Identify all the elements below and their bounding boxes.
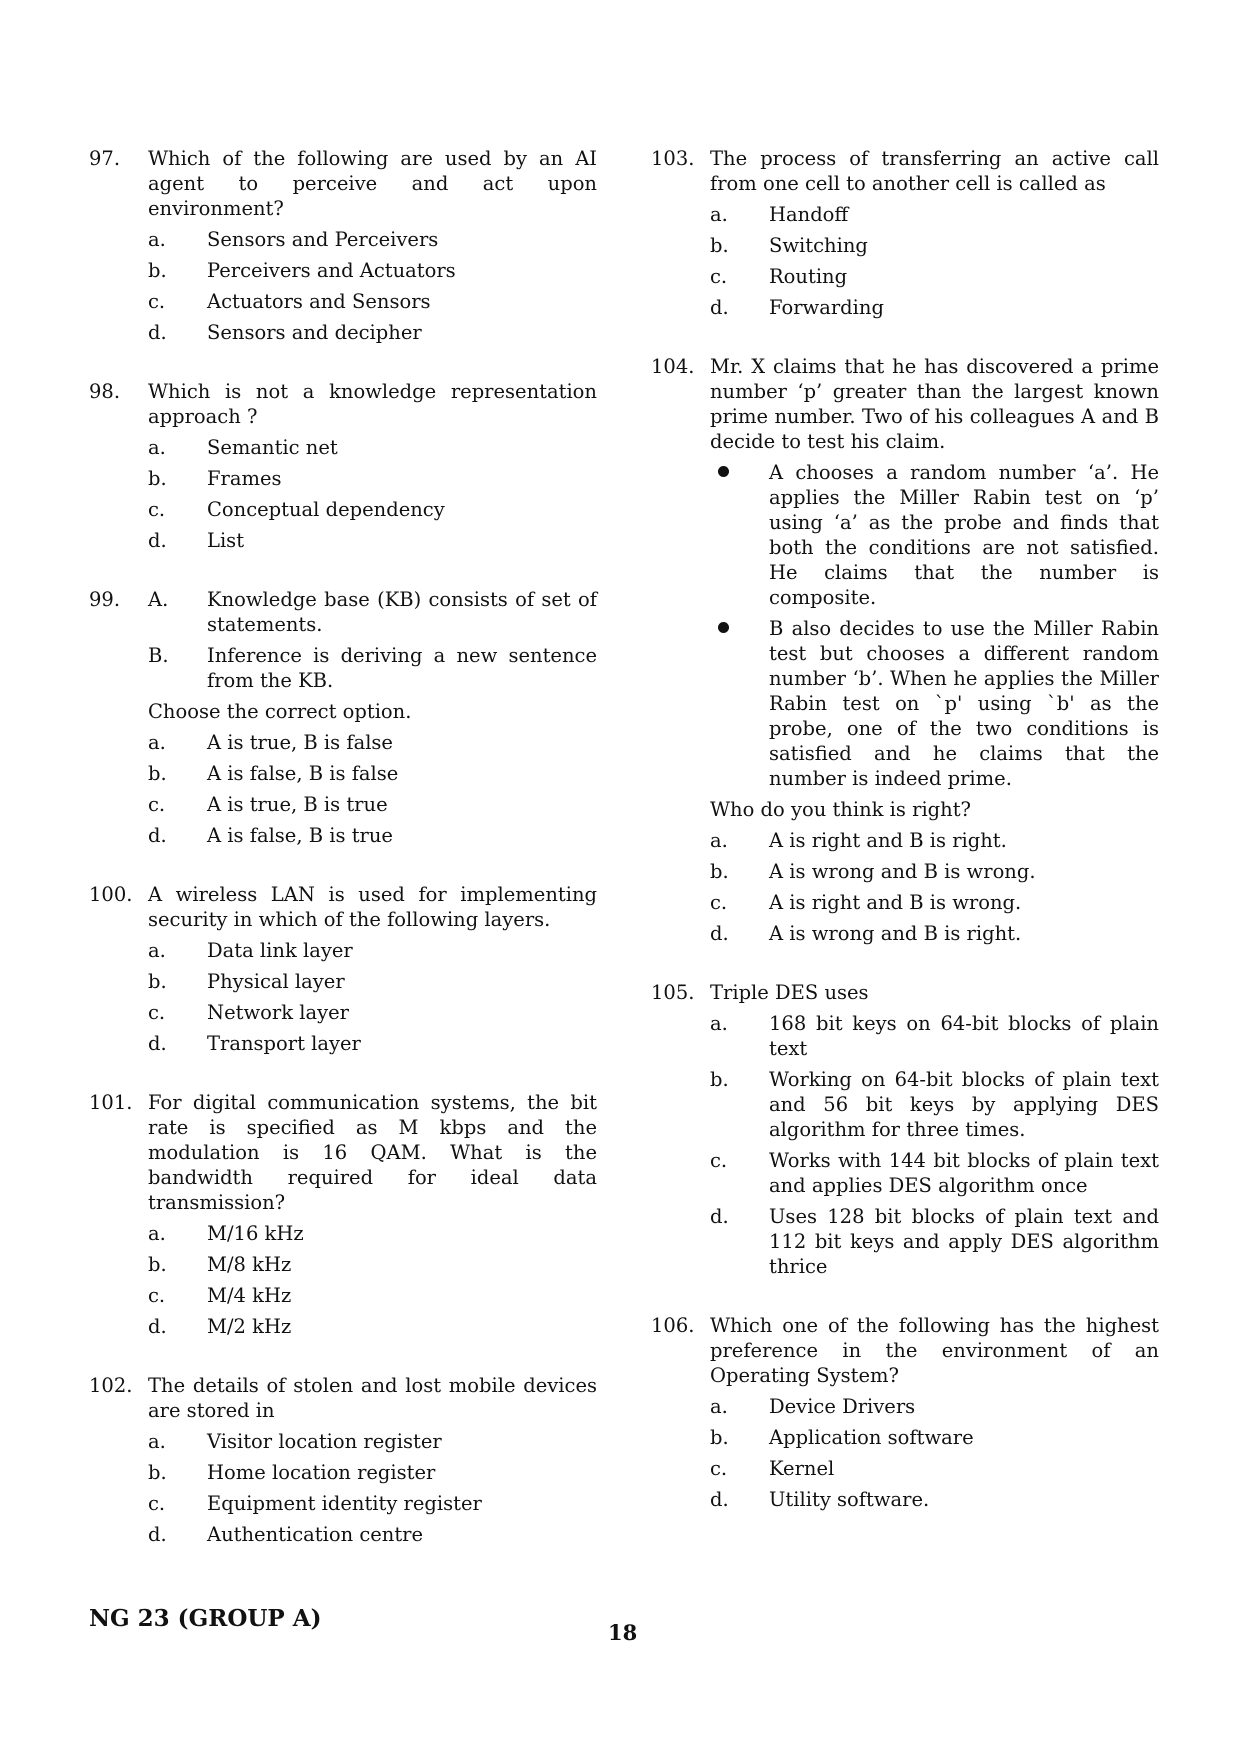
option-item <box>148 497 597 522</box>
option-text: A is false, B is false <box>207 762 399 785</box>
option-label: a. <box>148 939 166 962</box>
question-block <box>651 1313 1159 1512</box>
question-stem-row <box>651 354 1159 454</box>
option-label: c. <box>710 1149 728 1172</box>
option-text: Semantic net <box>207 436 338 459</box>
option-label: a. <box>148 1430 166 1453</box>
option-text: Routing <box>769 265 848 288</box>
option-item <box>710 1394 1159 1419</box>
question-block <box>89 587 597 848</box>
option-label: c. <box>148 1284 166 1307</box>
option-item <box>710 202 1159 227</box>
option-item <box>148 466 597 491</box>
option-label: c. <box>148 290 166 313</box>
option-label: d. <box>710 922 729 945</box>
option-text: Authentication centre <box>207 1523 424 1546</box>
option-item <box>710 890 1159 915</box>
question-stem-row <box>651 146 1159 196</box>
option-text: Application software <box>769 1426 974 1449</box>
bullet-item <box>710 616 1159 791</box>
question-stem: Which one of the following has the highest preference in the environment of an Operating System? <box>710 1314 1159 1387</box>
option-item <box>148 730 597 755</box>
question-block <box>89 1090 597 1339</box>
option-text: Works with 144 bit blocks of plain text and applies DES algorithm once <box>769 1149 1159 1197</box>
question-number: 106. <box>651 1314 695 1337</box>
option-label: d. <box>148 1032 167 1055</box>
option-label: b. <box>148 1461 167 1484</box>
option-item <box>710 1456 1159 1481</box>
option-list <box>710 1011 1159 1279</box>
option-item <box>148 1460 597 1485</box>
question-stem: A wireless LAN is used for implementing security in which of the following layers. <box>148 883 597 931</box>
question-stem-row <box>89 882 597 932</box>
option-text: Transport layer <box>207 1032 361 1055</box>
option-item <box>148 1221 597 1246</box>
option-text: A is wrong and B is right. <box>769 922 1022 945</box>
option-item <box>148 258 597 283</box>
option-text: 168 bit keys on 64-bit blocks of plain text <box>769 1012 1159 1060</box>
option-label: a. <box>710 1012 728 1035</box>
question-block <box>89 146 597 345</box>
option-item <box>148 1031 597 1056</box>
option-item <box>148 823 597 848</box>
option-item <box>710 233 1159 258</box>
option-text: Home location register <box>207 1461 436 1484</box>
statement-label: A. <box>148 588 169 611</box>
question-number: 101. <box>89 1091 133 1114</box>
option-text: List <box>207 529 245 552</box>
option-item <box>148 969 597 994</box>
option-item <box>710 1487 1159 1512</box>
statement-text: Knowledge base (KB) consists of set of statements. <box>207 588 597 636</box>
option-label: d. <box>710 1488 729 1511</box>
option-label: a. <box>148 731 166 754</box>
question-stem: The process of transferring an active call from one cell to another cell is called as <box>710 147 1159 195</box>
option-item <box>148 1522 597 1547</box>
option-item <box>148 435 597 460</box>
option-item <box>148 1252 597 1277</box>
option-label: d. <box>148 1523 167 1546</box>
option-text: Sensors and decipher <box>207 321 422 344</box>
option-label: b. <box>710 1068 729 1091</box>
option-label: a. <box>148 1222 166 1245</box>
question-instruction: Choose the correct option. <box>148 700 412 723</box>
option-label: a. <box>710 1395 728 1418</box>
option-text: Visitor location register <box>207 1430 442 1453</box>
question-stem: Which is not a knowledge representation approach ? <box>148 380 597 428</box>
question-number: 98. <box>89 380 121 403</box>
option-text: Switching <box>769 234 868 257</box>
option-list <box>148 1429 597 1547</box>
question-number: 97. <box>89 147 121 170</box>
option-label: d. <box>148 529 167 552</box>
question-stem-row <box>89 1090 597 1215</box>
question-number: 99. <box>89 588 121 611</box>
option-label: a. <box>148 436 166 459</box>
option-list <box>148 938 597 1056</box>
option-text: Data link layer <box>207 939 353 962</box>
option-text: A is true, B is true <box>207 793 388 816</box>
question-block <box>89 379 597 553</box>
option-item <box>148 938 597 963</box>
bullet-dot-icon <box>710 460 769 610</box>
page-number: 18 <box>608 1620 638 1645</box>
option-text: Frames <box>207 467 282 490</box>
option-item <box>148 1000 597 1025</box>
option-item <box>148 320 597 345</box>
option-text: M/8 kHz <box>207 1253 292 1276</box>
option-item <box>148 792 597 817</box>
option-label: c. <box>710 891 728 914</box>
question-number: 103. <box>651 147 695 170</box>
option-item <box>148 1314 597 1339</box>
option-list <box>710 1394 1159 1512</box>
option-text: Kernel <box>769 1457 835 1480</box>
option-text: A is right and B is wrong. <box>769 891 1022 914</box>
option-text: M/2 kHz <box>207 1315 292 1338</box>
bullet-text: A chooses a random number ‘a’. He applies the Miller Rabin test on ‘p’ using ‘a’ as the probe and finds that both the conditions are not satisfied. He claims that the number is composite. <box>769 461 1159 609</box>
option-text: A is right and B is right. <box>769 829 1007 852</box>
option-item <box>710 264 1159 289</box>
bullet-dot-icon <box>710 616 769 791</box>
option-text: M/16 kHz <box>207 1222 304 1245</box>
question-instruction: Who do you think is right? <box>710 798 972 821</box>
option-text: A is wrong and B is wrong. <box>769 860 1036 883</box>
option-label: b. <box>710 860 729 883</box>
option-text: M/4 kHz <box>207 1284 292 1307</box>
question-stem: Triple DES uses <box>710 981 869 1004</box>
option-text: Utility software. <box>769 1488 930 1511</box>
option-text: Device Drivers <box>769 1395 916 1418</box>
question-stem: For digital communication systems, the bit rate is specified as M kbps and the modulation is 16 QAM. What is the bandwidth required for ideal data transmission? <box>148 1091 597 1214</box>
question-block <box>89 882 597 1056</box>
option-label: b. <box>710 1426 729 1449</box>
option-text: Handoff <box>769 203 849 226</box>
right-column <box>651 146 1159 1546</box>
option-text: Forwarding <box>769 296 884 319</box>
option-label: d. <box>148 321 167 344</box>
option-label: a. <box>710 829 728 852</box>
bullet-item <box>710 460 1159 610</box>
statement-text: Inference is deriving a new sentence from the KB. <box>207 644 597 692</box>
question-stem-row <box>651 1313 1159 1388</box>
option-label: d. <box>710 1205 729 1228</box>
option-label: b. <box>710 234 729 257</box>
question-block <box>89 1373 597 1547</box>
bullet-list <box>710 460 1159 791</box>
option-item <box>710 1425 1159 1450</box>
option-text: A is true, B is false <box>207 731 393 754</box>
statement-label: B. <box>148 644 169 667</box>
option-item <box>148 289 597 314</box>
option-item <box>710 295 1159 320</box>
question-stem-row <box>651 980 1159 1005</box>
option-list <box>148 435 597 553</box>
statement-row <box>89 587 597 637</box>
option-list <box>710 828 1159 946</box>
option-label: d. <box>148 1315 167 1338</box>
option-text: Sensors and Perceivers <box>207 228 439 251</box>
question-block <box>651 146 1159 320</box>
left-column <box>89 146 597 1581</box>
statement-row <box>89 643 597 693</box>
option-item <box>710 859 1159 884</box>
question-block <box>651 980 1159 1279</box>
option-item <box>710 1067 1159 1142</box>
option-label: b. <box>148 467 167 490</box>
option-item <box>148 761 597 786</box>
option-label: a. <box>710 203 728 226</box>
option-label: c. <box>148 793 166 816</box>
option-item <box>710 828 1159 853</box>
question-stem-row <box>89 146 597 221</box>
option-label: b. <box>148 762 167 785</box>
option-label: b. <box>148 1253 167 1276</box>
question-number: 102. <box>89 1374 133 1397</box>
option-item <box>148 528 597 553</box>
option-item <box>710 1204 1159 1279</box>
bullet-text: B also decides to use the Miller Rabin test but chooses a different random number ‘b’. When he applies the Miller Rabin test on `p' using `b' as the probe, one of the two conditions is satisfied and he claims that the number is indeed prime. <box>769 617 1159 790</box>
option-item <box>148 1429 597 1454</box>
option-text: Actuators and Sensors <box>207 290 431 313</box>
question-stem-row <box>89 1373 597 1423</box>
question-stem: Mr. X claims that he has discovered a prime number ‘p’ greater than the largest known prime number. Two of his colleagues A and B decide to test his claim. <box>710 355 1159 453</box>
option-text: Working on 64-bit blocks of plain text and 56 bit keys by applying DES algorithm for three times. <box>769 1068 1159 1141</box>
option-label: c. <box>148 1001 166 1024</box>
option-list <box>710 202 1159 320</box>
option-text: Uses 128 bit blocks of plain text and 112 bit keys and apply DES algorithm thrice <box>769 1205 1159 1278</box>
option-list <box>148 1221 597 1339</box>
option-label: a. <box>148 228 166 251</box>
option-item <box>148 227 597 252</box>
option-item <box>710 1011 1159 1061</box>
option-item <box>710 921 1159 946</box>
option-text: Network layer <box>207 1001 349 1024</box>
question-number: 105. <box>651 981 695 1004</box>
option-label: d. <box>710 296 729 319</box>
option-label: b. <box>148 970 167 993</box>
option-item <box>148 1491 597 1516</box>
option-text: A is false, B is true <box>207 824 393 847</box>
option-label: d. <box>148 824 167 847</box>
option-item <box>710 1148 1159 1198</box>
option-text: Conceptual dependency <box>207 498 445 521</box>
option-label: c. <box>148 1492 166 1515</box>
option-text: Equipment identity register <box>207 1492 482 1515</box>
question-stem-row <box>89 379 597 429</box>
paper-code: NG 23 (GROUP A) <box>89 1605 322 1632</box>
question-number: 104. <box>651 355 695 378</box>
question-stem: The details of stolen and lost mobile devices are stored in <box>148 1374 597 1422</box>
option-list <box>148 730 597 848</box>
option-text: Perceivers and Actuators <box>207 259 456 282</box>
option-text: Physical layer <box>207 970 345 993</box>
question-block <box>651 354 1159 946</box>
question-stem: Which of the following are used by an AI agent to perceive and act upon environment? <box>148 147 597 220</box>
option-list <box>148 227 597 345</box>
option-label: c. <box>710 1457 728 1480</box>
option-label: c. <box>710 265 728 288</box>
option-label: c. <box>148 498 166 521</box>
option-label: b. <box>148 259 167 282</box>
question-number: 100. <box>89 883 133 906</box>
option-item <box>148 1283 597 1308</box>
